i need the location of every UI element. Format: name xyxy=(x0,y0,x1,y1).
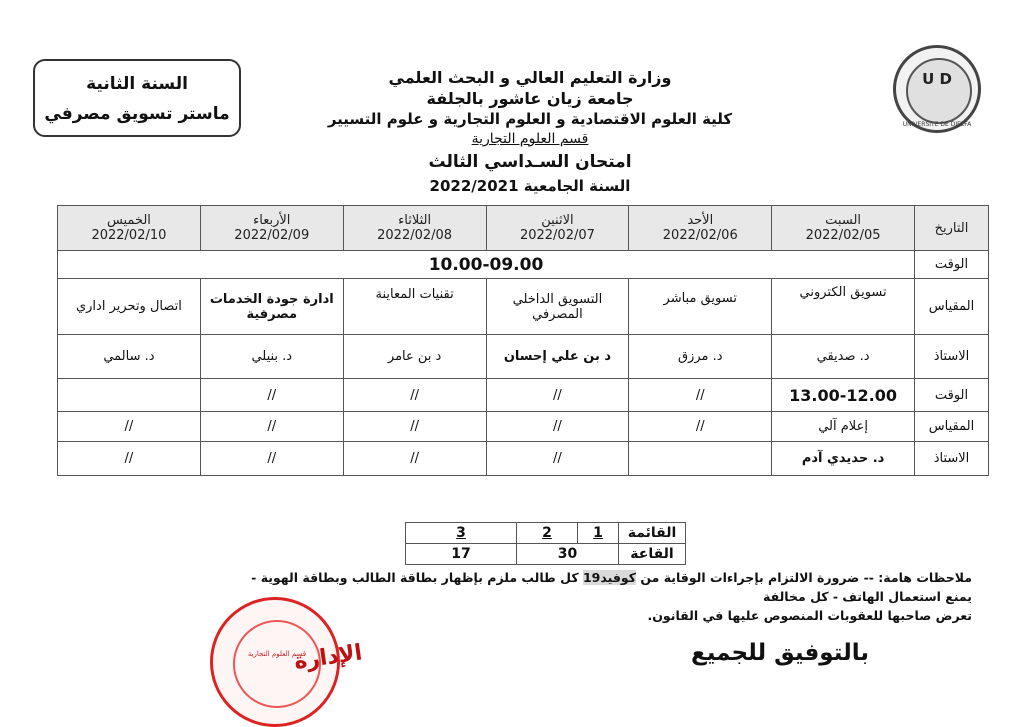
room-number: 17 xyxy=(406,544,517,565)
module-cell: تقنيات المعاينة xyxy=(343,279,486,335)
morning-time-row xyxy=(58,251,989,279)
important-notes: ملاحظات هامة: -- ضرورة الالتزام بإجراءات الوقاية من كوفيد19 كل طالب ملزم بإظهار بطاقة الطالب وبطاقة الهوية - يمنع استعمال الهاتف - كل مخالفة تعرض صاحبها للعقوبات المنصوص عليها في القانون. xyxy=(251,570,972,623)
morning-module-row xyxy=(58,279,989,335)
module-cell: إعلام آلي xyxy=(772,412,915,442)
list-label: القائمة xyxy=(619,523,686,544)
prof-cell: // xyxy=(343,442,486,476)
level-program: ماستر تسويق مصرفي xyxy=(44,104,230,124)
module-cell: تسويق الكتروني xyxy=(772,279,915,335)
time-label: الوقت xyxy=(915,379,989,412)
administration-signature: الإدارة xyxy=(292,640,364,675)
day-cell: الأربعاء 2022/02/09 xyxy=(200,206,343,251)
day-cell: الاثنين 2022/02/07 xyxy=(486,206,629,251)
list-row xyxy=(406,523,686,544)
afternoon-time xyxy=(58,379,201,412)
prof-cell: د. حديدي آدم xyxy=(772,442,915,476)
date-label: التاريخ xyxy=(915,206,989,251)
module-cell: // xyxy=(486,412,629,442)
afternoon-time: // xyxy=(343,379,486,412)
day-cell: الخميس 2022/02/10 xyxy=(58,206,201,251)
university-logo xyxy=(893,45,981,133)
academic-year: السنة الجامعية 2022/2021 xyxy=(429,177,631,195)
afternoon-time: 13.00-12.00 xyxy=(772,379,915,412)
notes-line2: تعرض صاحبها للعقوبات المنصوص عليها في القانون. xyxy=(647,608,972,623)
closing-wish: بالتوفيق للجميع xyxy=(690,640,870,666)
halls-table xyxy=(405,522,686,565)
exam-schedule-table xyxy=(57,205,989,476)
logo-letters: U D xyxy=(922,70,952,88)
day-cell: الأحد 2022/02/06 xyxy=(629,206,772,251)
logo-text: UNIVERSITE DE DJELFA xyxy=(902,121,972,128)
stamp-text: قسم العلوم التجارية xyxy=(247,650,307,658)
list-number: 2 xyxy=(517,523,578,544)
faculty-title: كلية العلوم الاقتصادية و العلوم التجارية و علوم التسيير xyxy=(327,110,733,128)
covid-highlight: كوفيد19 xyxy=(582,570,636,585)
prof-cell: د. صديقي xyxy=(772,335,915,379)
module-cell: // xyxy=(58,412,201,442)
afternoon-module-row xyxy=(58,412,989,442)
prof-cell: د بن علي إحسان xyxy=(486,335,629,379)
module-cell: // xyxy=(629,412,772,442)
prof-cell: د بن عامر xyxy=(343,335,486,379)
hall-label: القاعة xyxy=(619,544,686,565)
module-cell: // xyxy=(343,412,486,442)
date-row xyxy=(58,206,989,251)
prof-cell: // xyxy=(58,442,201,476)
prof-cell: // xyxy=(200,442,343,476)
ministry-title: وزارة التعليم العالي و البحث العلمي xyxy=(388,68,672,87)
afternoon-prof-row xyxy=(58,442,989,476)
level-year: السنة الثانية xyxy=(86,74,188,94)
day-cell: الثلاثاء 2022/02/08 xyxy=(343,206,486,251)
prof-cell: د. مرزق xyxy=(629,335,772,379)
prof-cell xyxy=(629,442,772,476)
list-number: 3 xyxy=(406,523,517,544)
afternoon-time: // xyxy=(629,379,772,412)
level-box xyxy=(33,59,241,137)
module-cell: اتصال وتحرير اداري xyxy=(58,279,201,335)
module-label: المقياس xyxy=(915,279,989,335)
afternoon-time: // xyxy=(200,379,343,412)
room-number: 30 xyxy=(517,544,619,565)
department-title: قسم العلوم التجارية xyxy=(471,131,589,147)
prof-cell: د. سالمي xyxy=(58,335,201,379)
module-cell: التسويق الداخلي المصرفي xyxy=(486,279,629,335)
room-row xyxy=(406,544,686,565)
module-cell: تسويق مباشر xyxy=(629,279,772,335)
module-label: المقياس xyxy=(915,412,989,442)
time-label: الوقت xyxy=(915,251,989,279)
module-cell: // xyxy=(200,412,343,442)
university-title: جامعة زيان عاشور بالجلفة xyxy=(426,89,634,108)
prof-label: الاستاذ xyxy=(915,442,989,476)
module-cell: ادارة جودة الخدمات مصرفية xyxy=(200,279,343,335)
afternoon-time: // xyxy=(486,379,629,412)
prof-label: الاستاذ xyxy=(915,335,989,379)
day-cell: السبت 2022/02/05 xyxy=(772,206,915,251)
list-number: 1 xyxy=(578,523,619,544)
prof-cell: د. بنيلي xyxy=(200,335,343,379)
morning-time: 10.00-09.00 xyxy=(58,251,915,279)
afternoon-time-row xyxy=(58,379,989,412)
exam-title: امتحان السـداسي الثالث xyxy=(428,152,632,172)
prof-cell: // xyxy=(486,442,629,476)
morning-prof-row xyxy=(58,335,989,379)
